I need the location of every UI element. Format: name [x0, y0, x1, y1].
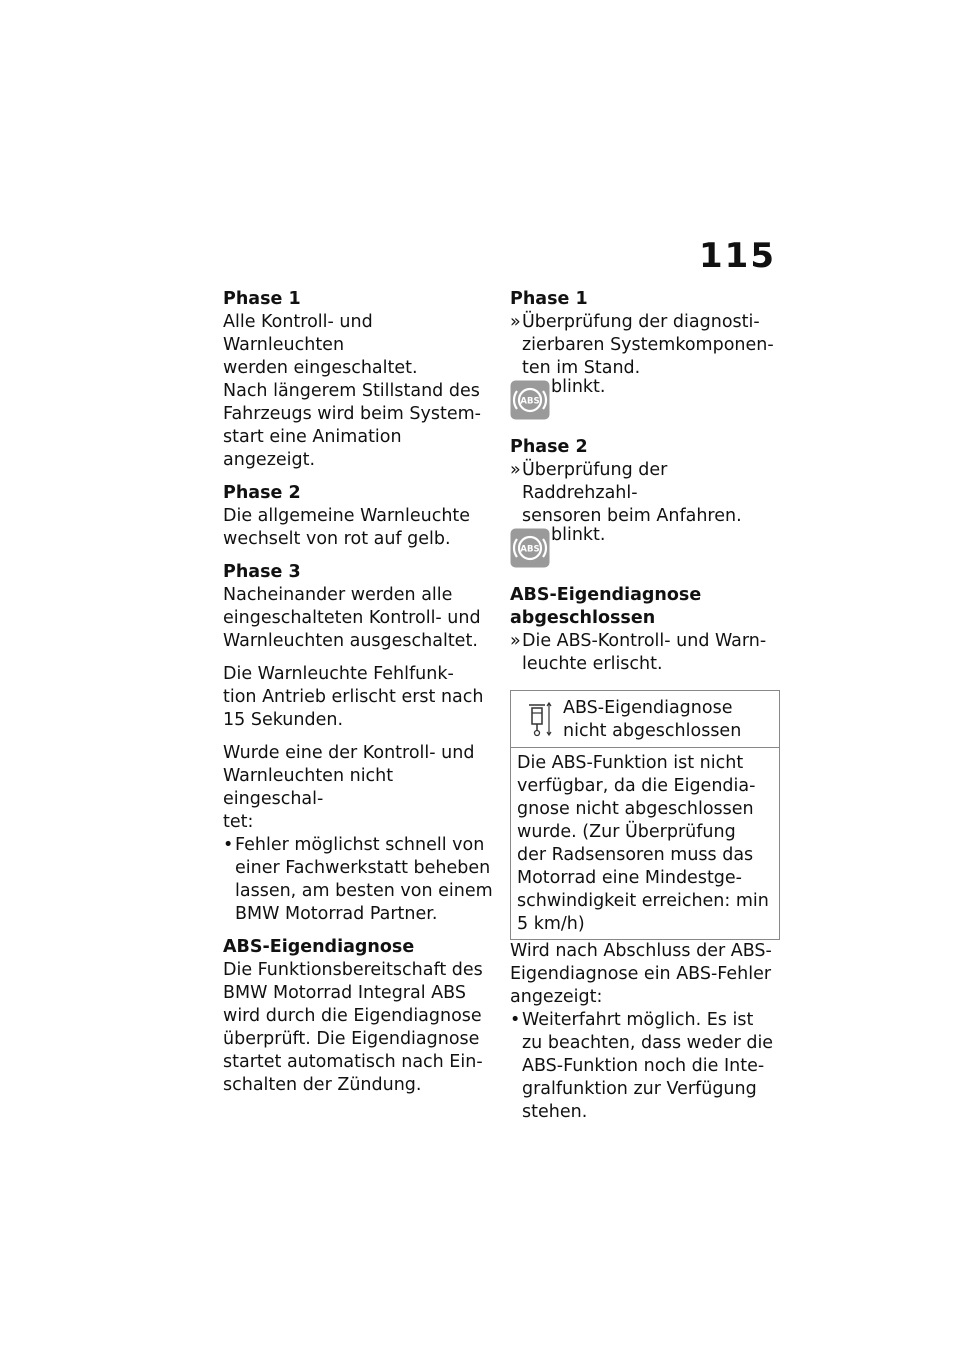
text-line: Überprüfung der Raddrehzahl- [522, 460, 668, 503]
text-line: startet automatisch nach Ein- [223, 1052, 483, 1072]
text-line: einer Fachwerkstatt beheben [235, 858, 491, 878]
abs-icon-label: ABS [520, 396, 540, 407]
text-line: Alle Kontroll- und Warnleuchten [223, 312, 373, 355]
phase2-heading: Phase 2 [510, 437, 588, 457]
text-line: Warnleuchten nicht eingeschal- [223, 766, 394, 809]
arrow-item [510, 459, 780, 528]
arrow-mark: » [510, 631, 521, 651]
text-line: gnose nicht abgeschlossen [517, 799, 754, 819]
info-box-body [511, 748, 779, 939]
text-line: start eine Animation angezeigt. [223, 427, 402, 470]
abs-blink-row [510, 525, 780, 574]
text-line: Warnleuchten ausgeschaltet. [223, 631, 478, 651]
text-line: wird durch die Eigendiagnose [223, 1006, 482, 1026]
phase1-text [223, 311, 495, 380]
text-line: zierbaren Systemkomponen- [522, 335, 774, 355]
text-line: Wurde eine der Kontroll- und [223, 743, 475, 763]
text-line: tet: [223, 812, 254, 832]
text-line: leuchte erlischt. [522, 654, 663, 674]
text-line: tion Antrieb erlischt erst nach [223, 687, 484, 707]
text-line: 5 km/h) [517, 914, 585, 934]
info-box [510, 690, 780, 940]
measurement-tool-icon [527, 701, 553, 737]
phase1-note [223, 380, 495, 472]
text-line: Nach längerem Stillstand des [223, 381, 480, 401]
bullet-mark: • [223, 835, 234, 855]
text-line: angezeigt: [510, 987, 603, 1007]
text-line: Eigendiagnose ein ABS-Fehler [510, 964, 772, 984]
text-line: gralfunktion zur Verfügung [522, 1079, 757, 1099]
info-box-header [511, 691, 779, 748]
text-line: Die ABS-Kontroll- und Warn- [522, 631, 767, 651]
text-line: Motorrad eine Mindestge- [517, 868, 742, 888]
text-line: lassen, am besten von einem [235, 881, 493, 901]
abs-blink-row [510, 377, 780, 426]
info-box-title [563, 697, 773, 743]
text-line: der Radsensoren muss das [517, 845, 754, 865]
text-line: wechselt von rot auf gelb. [223, 529, 451, 549]
text-line: Fehler möglichst schnell von [235, 835, 485, 855]
text-line: Die Funktionsbereitschaft des [223, 960, 483, 980]
text-line: werden eingeschaltet. [223, 358, 418, 378]
after-text [510, 940, 780, 1009]
bullet-item [510, 1009, 780, 1124]
text-line: sensoren beim Anfahren. [522, 506, 742, 526]
arrow-item [510, 311, 780, 380]
abs-done-heading [510, 584, 780, 630]
text-line: Fahrzeugs wird beim System- [223, 404, 481, 424]
page-number: 115 [699, 236, 776, 276]
abs-warning-icon [510, 528, 550, 568]
text-line: ABS-Funktion noch die Inte- [522, 1056, 765, 1076]
text-line: Überprüfung der diagnosti- [522, 312, 760, 332]
text-line: BMW Motorrad Partner. [235, 904, 438, 924]
phase1-heading: Phase 1 [223, 289, 301, 309]
abs-heading: ABS-Eigendiagnose [223, 937, 415, 957]
text-line: 15 Sekunden. [223, 710, 344, 730]
right-column [510, 288, 780, 1134]
text-line: überprüft. Die Eigendiagnose [223, 1029, 480, 1049]
text-line: schwindigkeit erreichen: min [517, 891, 769, 911]
text-line: schalten der Zündung. [223, 1075, 422, 1095]
text-line: ABS-Eigendiagnose [510, 585, 702, 605]
text-line: ten im Stand. [522, 358, 641, 378]
left-column [223, 288, 495, 1107]
text-line: Wird nach Abschluss der ABS- [510, 941, 772, 961]
arrow-mark: » [510, 460, 521, 480]
phase2-heading: Phase 2 [223, 483, 301, 503]
abs-icon-label: ABS [520, 544, 540, 555]
text-line: wurde. (Zur Überprüfung [517, 822, 736, 842]
text-line: zu beachten, dass weder die [522, 1033, 774, 1053]
bullet-item [223, 834, 495, 926]
text-line: ABS-Eigendiagnose [563, 698, 733, 718]
text-line: nicht abgeschlossen [563, 721, 742, 741]
warnlight-text [223, 663, 495, 732]
text-line: stehen. [522, 1102, 588, 1122]
text-line: Weiterfahrt möglich. Es ist [522, 1010, 754, 1030]
text-line: verfügbar, da die Eigendia- [517, 776, 756, 796]
phase3-text [223, 584, 495, 653]
text-line: Die Warnleuchte Fehlfunk- [223, 664, 454, 684]
arrow-mark: » [510, 312, 521, 332]
blink-text: blinkt. [551, 525, 606, 545]
text-line: BMW Motorrad Integral ABS [223, 983, 466, 1003]
phase2-text [223, 505, 495, 551]
bullet-mark: • [510, 1010, 521, 1030]
phase3-heading: Phase 3 [223, 562, 301, 582]
phase1-heading: Phase 1 [510, 289, 588, 309]
text-line: Nacheinander werden alle [223, 585, 453, 605]
text-line: abgeschlossen [510, 608, 656, 628]
abs-text [223, 959, 495, 1097]
arrow-item [510, 630, 780, 676]
text-line: eingeschalteten Kontroll- und [223, 608, 481, 628]
abs-warning-icon [510, 380, 550, 420]
blink-text: blinkt. [551, 377, 606, 397]
text-line: Die allgemeine Warnleuchte [223, 506, 471, 526]
not-off-text [223, 742, 495, 834]
text-line: Die ABS-Funktion ist nicht [517, 753, 744, 773]
